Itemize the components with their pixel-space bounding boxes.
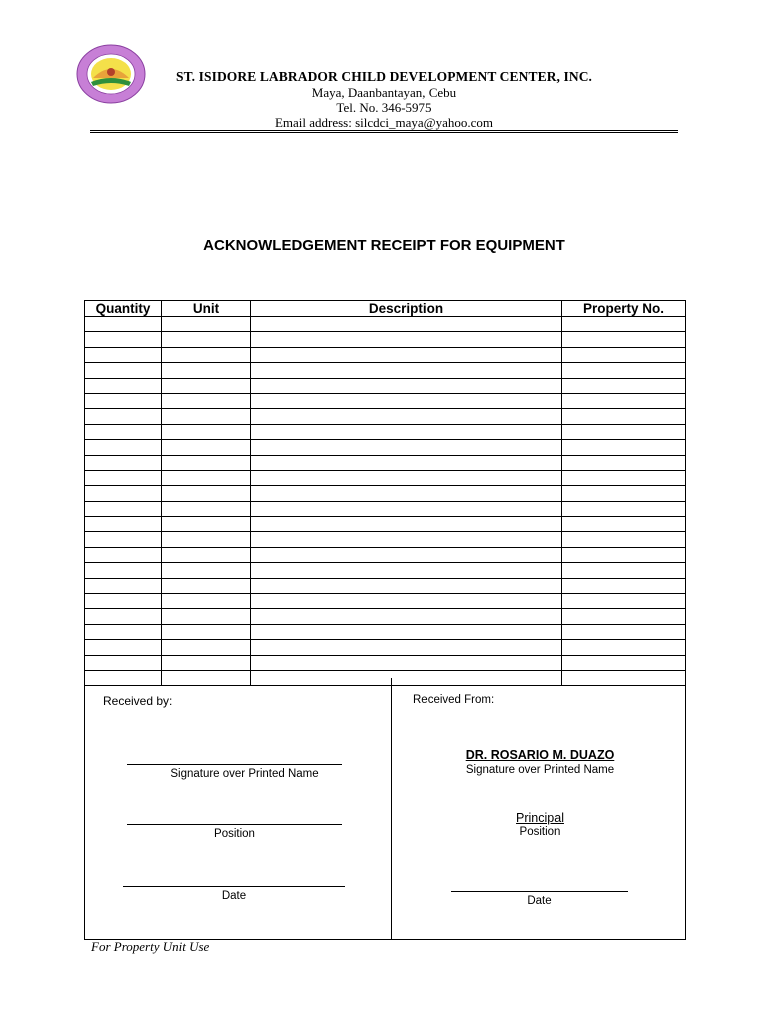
received-by-label: Received by: [103, 694, 173, 708]
column-header-property-no: Property No. [562, 301, 686, 317]
header-rule-bottom [90, 132, 678, 133]
description-cell[interactable] [251, 409, 562, 424]
signature-section [84, 678, 686, 940]
description-cell[interactable] [251, 393, 562, 408]
received-by-signature-caption: Signature over Printed Name [170, 768, 319, 780]
property-no-cell[interactable] [562, 640, 686, 655]
description-cell[interactable] [251, 609, 562, 624]
property-no-cell[interactable] [562, 470, 686, 485]
quantity-cell[interactable] [85, 547, 162, 562]
description-cell[interactable] [251, 655, 562, 670]
quantity-cell[interactable] [85, 424, 162, 439]
table-row [85, 578, 686, 593]
school-telephone: Tel. No. 346-5975 [336, 100, 432, 115]
property-no-cell[interactable] [562, 332, 686, 347]
property-no-cell[interactable] [562, 609, 686, 624]
quantity-cell[interactable] [85, 624, 162, 639]
property-no-cell[interactable] [562, 578, 686, 593]
received-from-position: Principal [516, 811, 564, 825]
description-cell[interactable] [251, 486, 562, 501]
table-row [85, 332, 686, 347]
table-row [85, 609, 686, 624]
property-no-cell[interactable] [562, 409, 686, 424]
description-cell[interactable] [251, 440, 562, 455]
quantity-cell[interactable] [85, 409, 162, 424]
unit-cell[interactable] [162, 378, 251, 393]
table-row [85, 455, 686, 470]
quantity-cell[interactable] [85, 332, 162, 347]
quantity-cell[interactable] [85, 655, 162, 670]
school-name: ST. ISIDORE LABRADOR CHILD DEVELOPMENT CENTER, INC. [175, 69, 593, 84]
table-row [85, 409, 686, 424]
description-cell[interactable] [251, 594, 562, 609]
description-cell[interactable] [251, 563, 562, 578]
property-no-cell[interactable] [562, 440, 686, 455]
quantity-cell[interactable] [85, 347, 162, 362]
received-by-date-caption: Date [221, 890, 247, 902]
description-cell[interactable] [251, 501, 562, 516]
unit-cell[interactable] [162, 332, 251, 347]
table-header-row [85, 301, 686, 317]
property-no-cell[interactable] [562, 563, 686, 578]
received-from-signature-caption: Signature over Printed Name [465, 764, 615, 776]
quantity-cell[interactable] [85, 517, 162, 532]
received-by-date-line[interactable] [123, 886, 345, 887]
description-cell[interactable] [251, 317, 562, 332]
quantity-cell[interactable] [85, 470, 162, 485]
unit-cell[interactable] [162, 393, 251, 408]
property-no-cell[interactable] [562, 547, 686, 562]
unit-cell[interactable] [162, 455, 251, 470]
quantity-cell[interactable] [85, 440, 162, 455]
table-row [85, 363, 686, 378]
table-row [85, 501, 686, 516]
unit-cell[interactable] [162, 578, 251, 593]
quantity-cell[interactable] [85, 363, 162, 378]
table-row [85, 547, 686, 562]
unit-cell[interactable] [162, 640, 251, 655]
received-from-date-caption: Date [527, 895, 552, 907]
table-row [85, 532, 686, 547]
unit-cell[interactable] [162, 363, 251, 378]
description-cell[interactable] [251, 363, 562, 378]
description-cell[interactable] [251, 517, 562, 532]
property-no-cell[interactable] [562, 317, 686, 332]
description-cell[interactable] [251, 532, 562, 547]
equipment-table-body [85, 317, 686, 686]
column-header-quantity: Quantity [85, 301, 162, 317]
table-row [85, 393, 686, 408]
table-row [85, 424, 686, 439]
description-cell[interactable] [251, 624, 562, 639]
description-cell[interactable] [251, 640, 562, 655]
description-cell[interactable] [251, 332, 562, 347]
property-no-cell[interactable] [562, 501, 686, 516]
quantity-cell[interactable] [85, 578, 162, 593]
document-title: ACKNOWLEDGEMENT RECEIPT FOR EQUIPMENT [203, 237, 565, 254]
signature-divider [391, 678, 392, 939]
table-row [85, 317, 686, 332]
unit-cell[interactable] [162, 409, 251, 424]
received-by-signature-line[interactable] [127, 764, 342, 765]
unit-cell[interactable] [162, 486, 251, 501]
unit-cell[interactable] [162, 609, 251, 624]
quantity-cell[interactable] [85, 640, 162, 655]
quantity-cell[interactable] [85, 317, 162, 332]
quantity-cell[interactable] [85, 501, 162, 516]
unit-cell[interactable] [162, 347, 251, 362]
table-row [85, 440, 686, 455]
quantity-cell[interactable] [85, 486, 162, 501]
unit-cell[interactable] [162, 594, 251, 609]
description-cell[interactable] [251, 424, 562, 439]
unit-cell[interactable] [162, 624, 251, 639]
table-row [85, 624, 686, 639]
table-row [85, 378, 686, 393]
unit-cell[interactable] [162, 424, 251, 439]
description-cell[interactable] [251, 347, 562, 362]
school-address: Maya, Daanbantayan, Cebu [311, 85, 457, 100]
property-no-cell[interactable] [562, 624, 686, 639]
description-cell[interactable] [251, 455, 562, 470]
received-by-position-line[interactable] [127, 824, 342, 825]
quantity-cell[interactable] [85, 455, 162, 470]
unit-cell[interactable] [162, 532, 251, 547]
table-row [85, 517, 686, 532]
property-no-cell[interactable] [562, 655, 686, 670]
quantity-cell[interactable] [85, 594, 162, 609]
received-from-date-line[interactable] [451, 891, 628, 892]
property-no-cell[interactable] [562, 455, 686, 470]
description-cell[interactable] [251, 578, 562, 593]
description-cell[interactable] [251, 470, 562, 485]
property-no-cell[interactable] [562, 594, 686, 609]
property-no-cell[interactable] [562, 424, 686, 439]
quantity-cell[interactable] [85, 378, 162, 393]
received-by-position-caption: Position [214, 828, 255, 840]
property-no-cell[interactable] [562, 486, 686, 501]
table-row [85, 470, 686, 485]
unit-cell[interactable] [162, 317, 251, 332]
property-no-cell[interactable] [562, 347, 686, 362]
property-no-cell[interactable] [562, 363, 686, 378]
property-no-cell[interactable] [562, 517, 686, 532]
description-cell[interactable] [251, 378, 562, 393]
quantity-cell[interactable] [85, 393, 162, 408]
quantity-cell[interactable] [85, 609, 162, 624]
header-rule-top [90, 130, 678, 131]
table-row [85, 486, 686, 501]
table-row [85, 640, 686, 655]
property-no-cell[interactable] [562, 532, 686, 547]
received-from-position-caption: Position [519, 826, 561, 838]
property-no-cell[interactable] [562, 378, 686, 393]
footer-note: For Property Unit Use [91, 939, 210, 954]
table-row [85, 563, 686, 578]
received-from-label: Received From: [413, 694, 495, 706]
table-row [85, 655, 686, 670]
description-cell[interactable] [251, 547, 562, 562]
column-header-description: Description [251, 301, 562, 317]
property-no-cell[interactable] [562, 393, 686, 408]
unit-cell[interactable] [162, 563, 251, 578]
table-row [85, 347, 686, 362]
received-from-name: DR. ROSARIO M. DUAZO [465, 748, 615, 762]
unit-cell[interactable] [162, 501, 251, 516]
unit-cell[interactable] [162, 517, 251, 532]
unit-cell[interactable] [162, 440, 251, 455]
unit-cell[interactable] [162, 547, 251, 562]
quantity-cell[interactable] [85, 532, 162, 547]
unit-cell[interactable] [162, 470, 251, 485]
equipment-table [84, 300, 686, 686]
unit-cell[interactable] [162, 655, 251, 670]
school-email: Email address: silcdci_maya@yahoo.com [274, 115, 494, 130]
quantity-cell[interactable] [85, 563, 162, 578]
table-row [85, 594, 686, 609]
column-header-unit: Unit [162, 301, 251, 317]
